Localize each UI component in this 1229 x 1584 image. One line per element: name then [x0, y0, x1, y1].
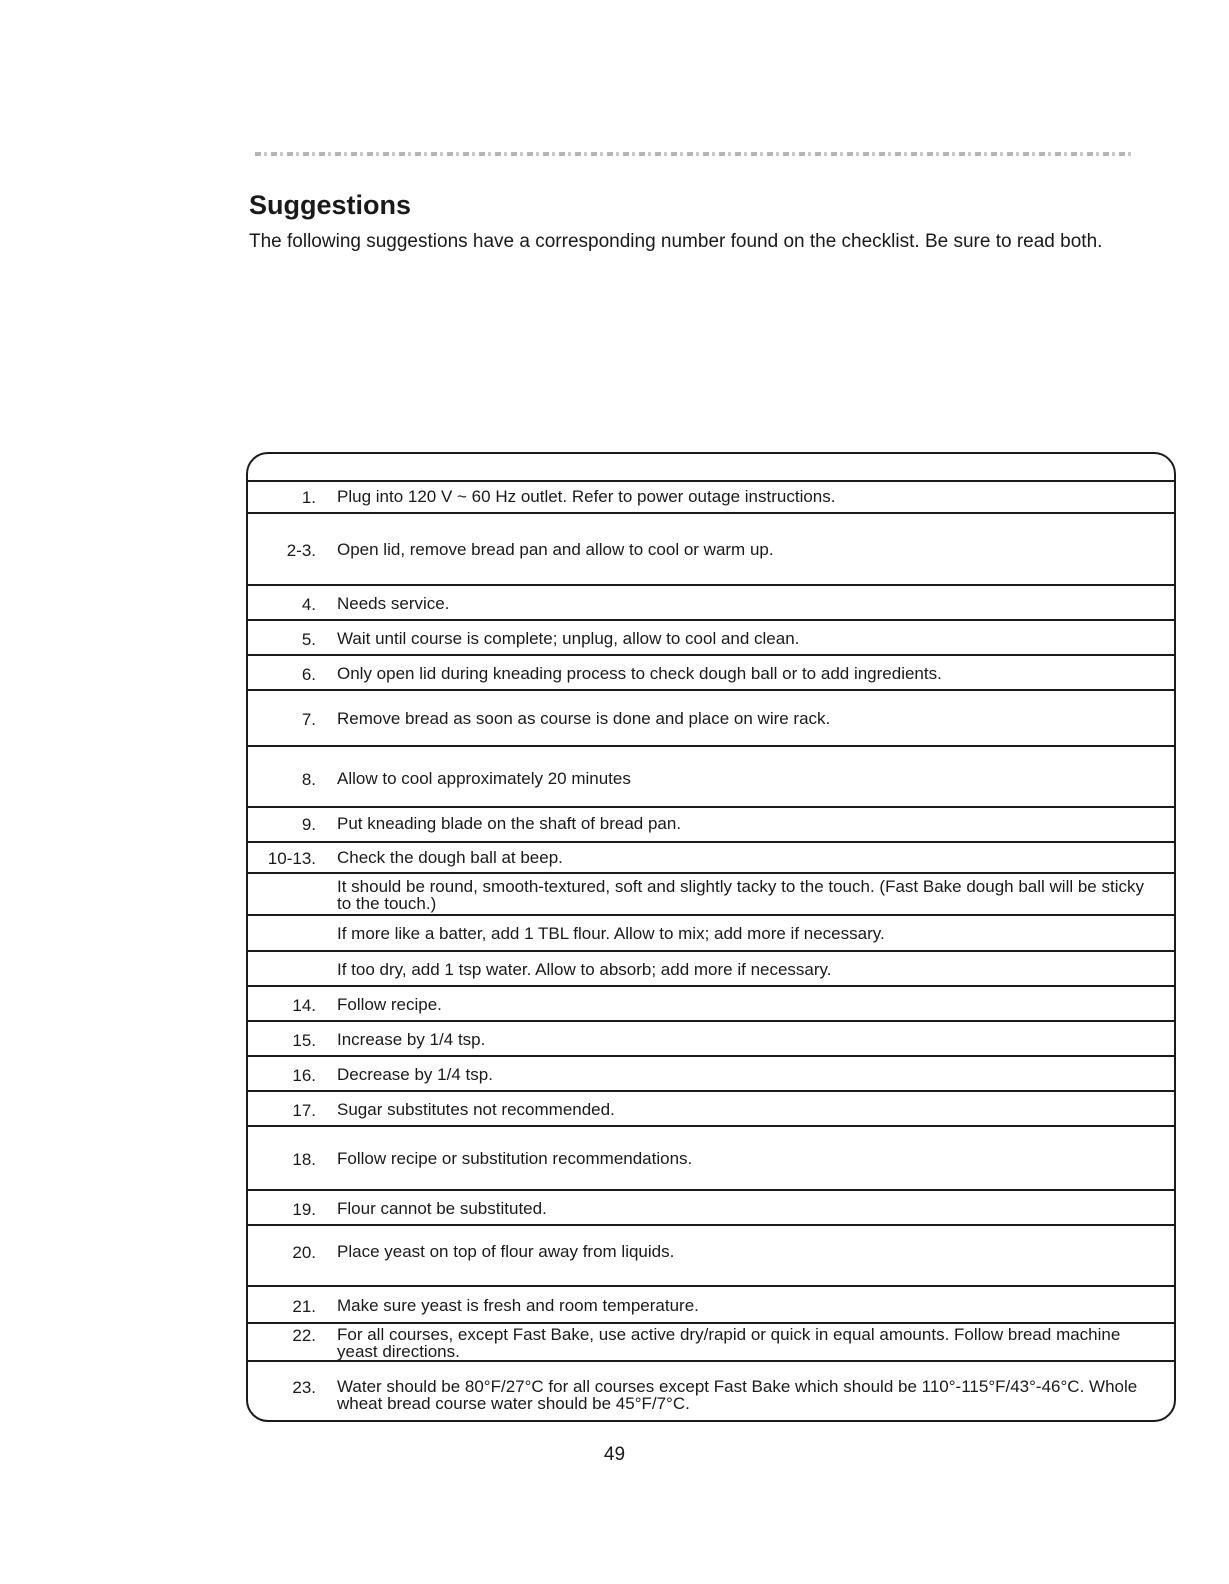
row-text: Put kneading blade on the shaft of bread pan. — [337, 814, 682, 833]
row-text: If too dry, add 1 tsp water. Allow to absorb; add more if necessary. — [337, 960, 832, 979]
table-row — [248, 1226, 1174, 1287]
row-number: 10-13. — [267, 849, 316, 868]
row-number: 6. — [301, 665, 316, 684]
row-text: It should be round, smooth-textured, soft and slightly tacky to the touch. (Fast Bake dough ball will be sticky to the touch.) — [337, 877, 1144, 913]
table-row — [248, 843, 1174, 874]
page-title: Suggestions — [249, 190, 412, 220]
row-number: 21. — [292, 1297, 316, 1316]
table-row — [248, 808, 1174, 843]
row-text: Flour cannot be substituted. — [337, 1199, 547, 1218]
row-number: 16. — [292, 1066, 316, 1085]
row-text: Follow recipe or substitution recommendations. — [337, 1149, 693, 1168]
table-header-row — [248, 454, 1174, 482]
table-row — [248, 1362, 1174, 1422]
table-row — [248, 586, 1174, 621]
row-text: Place yeast on top of flour away from liquids. — [337, 1242, 675, 1261]
row-text: Increase by 1/4 tsp. — [337, 1030, 486, 1049]
row-number: 4. — [301, 595, 316, 614]
table-row — [248, 916, 1174, 952]
row-text: Only open lid during kneading process to check dough ball or to add ingredients. — [337, 664, 942, 683]
row-text: Open lid, remove bread pan and allow to cool or warm up. — [337, 540, 774, 559]
row-number: 15. — [292, 1031, 316, 1050]
row-text: Follow recipe. — [337, 995, 442, 1014]
row-text: Wait until course is complete; unplug, allow to cool and clean. — [337, 629, 800, 648]
row-number: 1. — [301, 488, 316, 507]
table-row — [248, 1022, 1174, 1057]
intro-text: The following suggestions have a corresponding number found on the checklist. Be sure to read both. — [249, 231, 1103, 252]
row-text: Check the dough ball at beep. — [337, 848, 563, 867]
row-number: 8. — [301, 770, 316, 789]
row-number: 18. — [292, 1150, 316, 1169]
row-number: 14. — [292, 996, 316, 1015]
table-row — [248, 514, 1174, 586]
row-text: Plug into 120 V ~ 60 Hz outlet. Refer to power outage instructions. — [337, 487, 836, 506]
table-row — [248, 874, 1174, 916]
row-text: Allow to cool approximately 20 minutes — [337, 769, 631, 788]
row-number: 19. — [292, 1200, 316, 1219]
row-number: 22. — [292, 1326, 316, 1345]
table-row — [248, 747, 1174, 808]
row-number: 2-3. — [286, 541, 316, 560]
table-row — [248, 1092, 1174, 1127]
row-number: 20. — [292, 1243, 316, 1262]
row-text: Decrease by 1/4 tsp. — [337, 1065, 493, 1084]
row-number: 5. — [301, 630, 316, 649]
table-row — [248, 656, 1174, 691]
table-row — [248, 987, 1174, 1022]
table-row — [248, 691, 1174, 747]
page-number: 49 — [603, 1444, 626, 1465]
table-row — [248, 1057, 1174, 1092]
row-number: 17. — [292, 1101, 316, 1120]
row-text: Remove bread as soon as course is done and place on wire rack. — [337, 709, 831, 728]
row-text: Water should be 80°F/27°C for all courses except Fast Bake which should be 110°-115°F/43°-46°C. Whole wheat bread course water should be 45°F/7°C. — [337, 1377, 1138, 1413]
row-text: Sugar substitutes not recommended. — [337, 1100, 615, 1119]
row-number: 9. — [301, 815, 316, 834]
row-text: If more like a batter, add 1 TBL flour. Allow to mix; add more if necessary. — [337, 924, 885, 943]
table-row — [248, 952, 1174, 987]
table-row — [248, 482, 1174, 514]
row-number: 23. — [292, 1378, 316, 1397]
row-text: Needs service. — [337, 594, 450, 613]
suggestions-table — [246, 452, 1176, 1422]
table-row — [248, 1287, 1174, 1324]
table-row — [248, 621, 1174, 656]
row-number: 7. — [301, 710, 316, 729]
table-row — [248, 1324, 1174, 1362]
top-divider — [255, 152, 1135, 156]
table-row — [248, 1191, 1174, 1226]
row-text: For all courses, except Fast Bake, use active dry/rapid or quick in equal amounts. Follow bread machine yeast directions. — [337, 1325, 1121, 1361]
table-row — [248, 1127, 1174, 1191]
row-text: Make sure yeast is fresh and room temperature. — [337, 1296, 699, 1315]
